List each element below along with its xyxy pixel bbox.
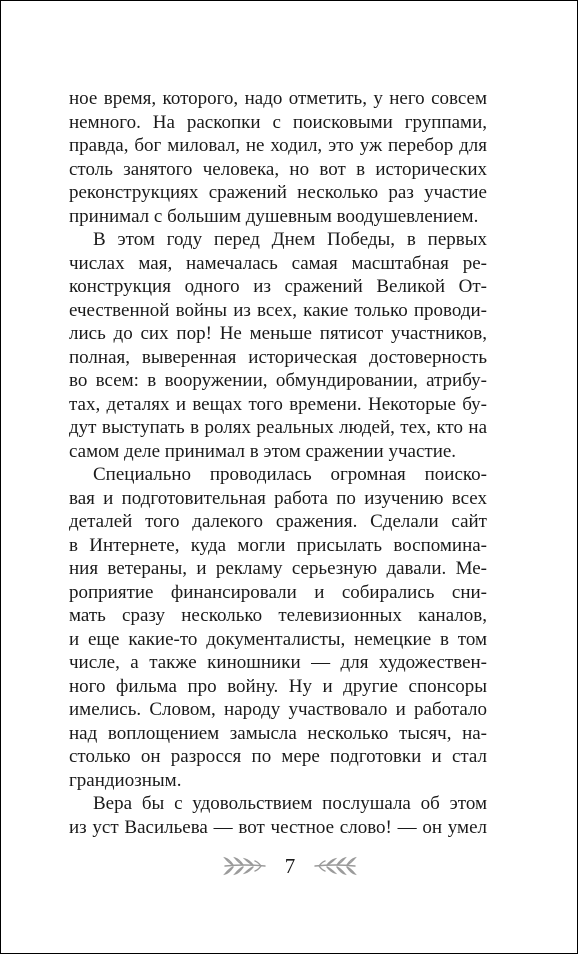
body-text [69, 87, 487, 839]
text-line: самом деле принимал в этом сражении участие. [69, 440, 457, 462]
paragraph-start-line: Специально проводилась огромная поиско- [93, 464, 487, 485]
text-line: и еще какие-то документалисты, немецкие в том [69, 628, 487, 650]
text-line: принимал с большим душевным воодушевлением. [69, 205, 479, 227]
text-line: конструкция одного из сражений Великой От- [69, 276, 487, 297]
text-line: мать сразу несколько телевизионных каналов, [69, 605, 487, 626]
text-line: вая и подготовительная работа по изучению всех [69, 487, 487, 509]
text-line: во всем: в вооружении, обмундировании, атрибу- [69, 370, 487, 391]
left-leaf-ornament-icon [223, 855, 267, 877]
text-line: немного. На раскопки с поисковыми группами, [69, 111, 487, 133]
text-line: имелись. Словом, народу участвовало и работало [69, 699, 487, 720]
text-line: ния ветераны, и рекламу серьезную давали. Ме- [69, 558, 487, 579]
text-line: деталей того далекого сражения. Сделали сайт [69, 511, 487, 532]
text-line: правда, бог миловал, не ходил, это уж перебор для [69, 135, 487, 156]
text-line: из уст Васильева — вот честное слово! — он умел [69, 816, 487, 838]
text-line: ного фильма про войну. Ну и другие спонсоры [69, 675, 487, 697]
text-line: ечественной войны из всех, какие только проводи- [69, 299, 487, 321]
text-line: столько он разросся по мере подготовки и стал [69, 746, 487, 767]
text-line: столь занятого человека, но вот в исторических [69, 158, 487, 180]
text-line: над воплощением замысла несколько тысяч, на- [69, 722, 487, 744]
text-line: числе, а также киношники — для художествен- [69, 652, 487, 673]
text-line: тах, деталях и вещах того времени. Некоторые бу- [69, 393, 487, 415]
text-line: числах мая, намечалась самая масштабная ре- [69, 252, 487, 274]
text-line: дут выступать в ролях реальных людей, тех, кто на [69, 417, 487, 438]
text-line: роприятие финансировали и собирались сни- [69, 581, 487, 603]
text-line: грандиозным. [69, 769, 182, 791]
text-line: лись до сих пор! Не меньше пятисот участников, [69, 323, 487, 344]
text-line: ное время, которого, надо отметить, у него совсем [69, 88, 487, 109]
text-line: полная, выверенная историческая достоверность [69, 346, 487, 368]
right-leaf-ornament-icon [313, 855, 357, 877]
text-line: в Интернете, куда могли присылать воспомина- [69, 534, 487, 556]
text-line: реконструкциях сражений несколько раз участие [69, 182, 487, 203]
page-number: 7 [284, 853, 296, 878]
paragraph-start-line: В этом году перед Днем Победы, в первых [93, 229, 487, 250]
page-footer [1, 850, 578, 882]
paragraph-start-line: Вера бы с удовольствием послушала об этом [93, 793, 487, 814]
